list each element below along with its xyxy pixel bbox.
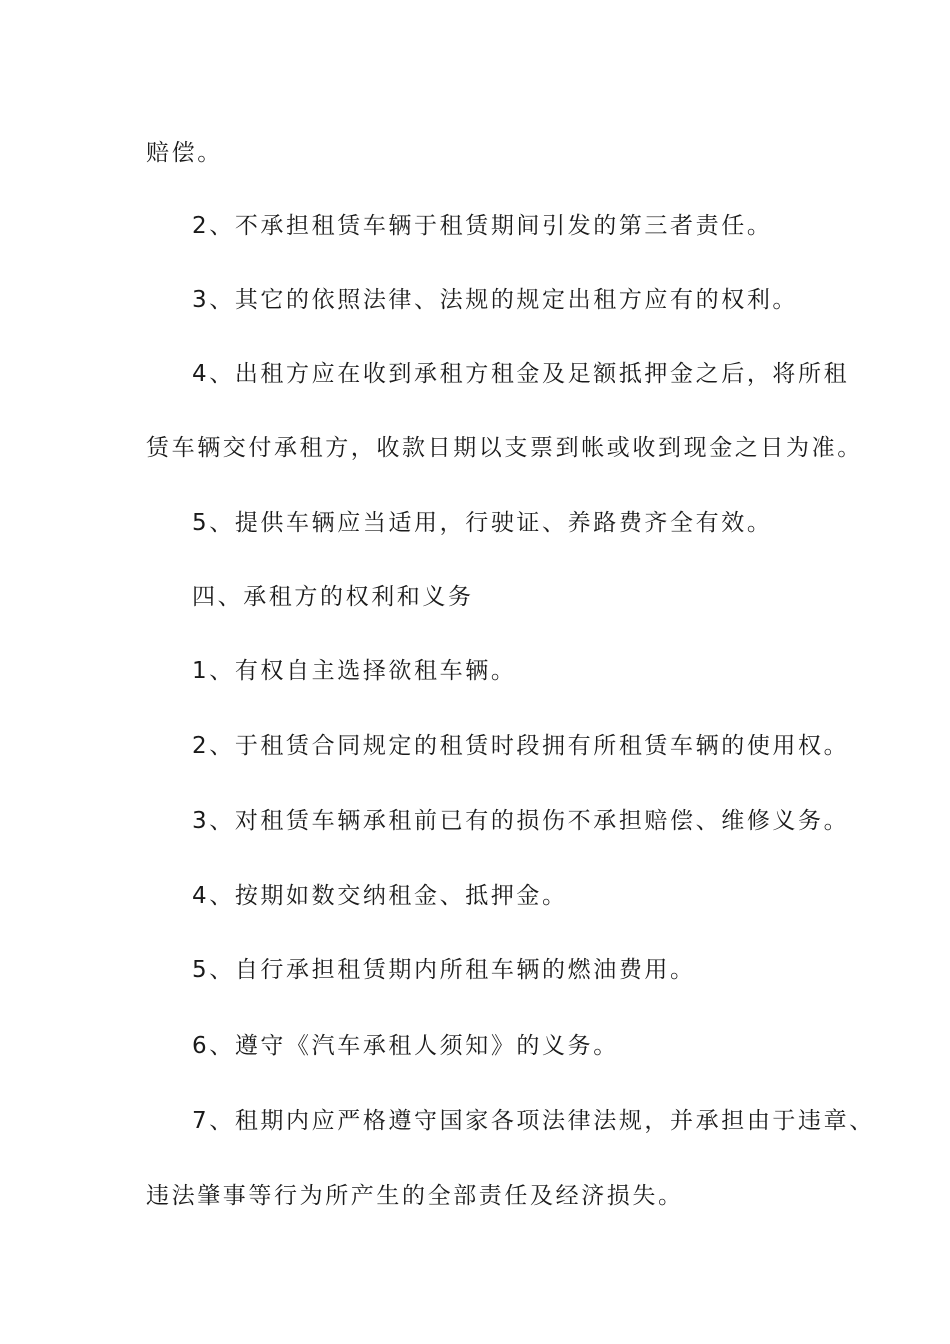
section-heading: 四、承租方的权利和义务 [192,584,474,610]
text-line: 4、按期如数交纳租金、抵押金。 [192,883,568,909]
text-line: 1、有权自主选择欲租车辆。 [192,658,517,684]
text-line: 2、于租赁合同规定的租赁时段拥有所租赁车辆的使用权。 [192,733,850,759]
text-line: 3、对租赁车辆承租前已有的损伤不承担赔偿、维修义务。 [192,808,850,834]
text-line: 违法肇事等行为所产生的全部责任及经济损失。 [146,1183,684,1209]
text-line: 4、出租方应在收到承租方租金及足额抵押金之后，将所租 [192,361,850,387]
text-line: 5、自行承担租赁期内所租车辆的燃油费用。 [192,957,696,983]
text-line: 6、遵守《汽车承租人须知》的义务。 [192,1033,619,1059]
text-line: 5、提供车辆应当适用，行驶证、养路费齐全有效。 [192,510,773,536]
text-line: 7、租期内应严格遵守国家各项法律法规，并承担由于违章、 [192,1108,875,1134]
text-line: 3、其它的依照法律、法规的规定出租方应有的权利。 [192,287,799,313]
text-line: 2、不承担租赁车辆于租赁期间引发的第三者责任。 [192,213,773,239]
text-line: 赔偿。 [146,140,223,166]
text-line: 赁车辆交付承租方，收款日期以支票到帐或收到现金之日为准。 [146,435,863,461]
